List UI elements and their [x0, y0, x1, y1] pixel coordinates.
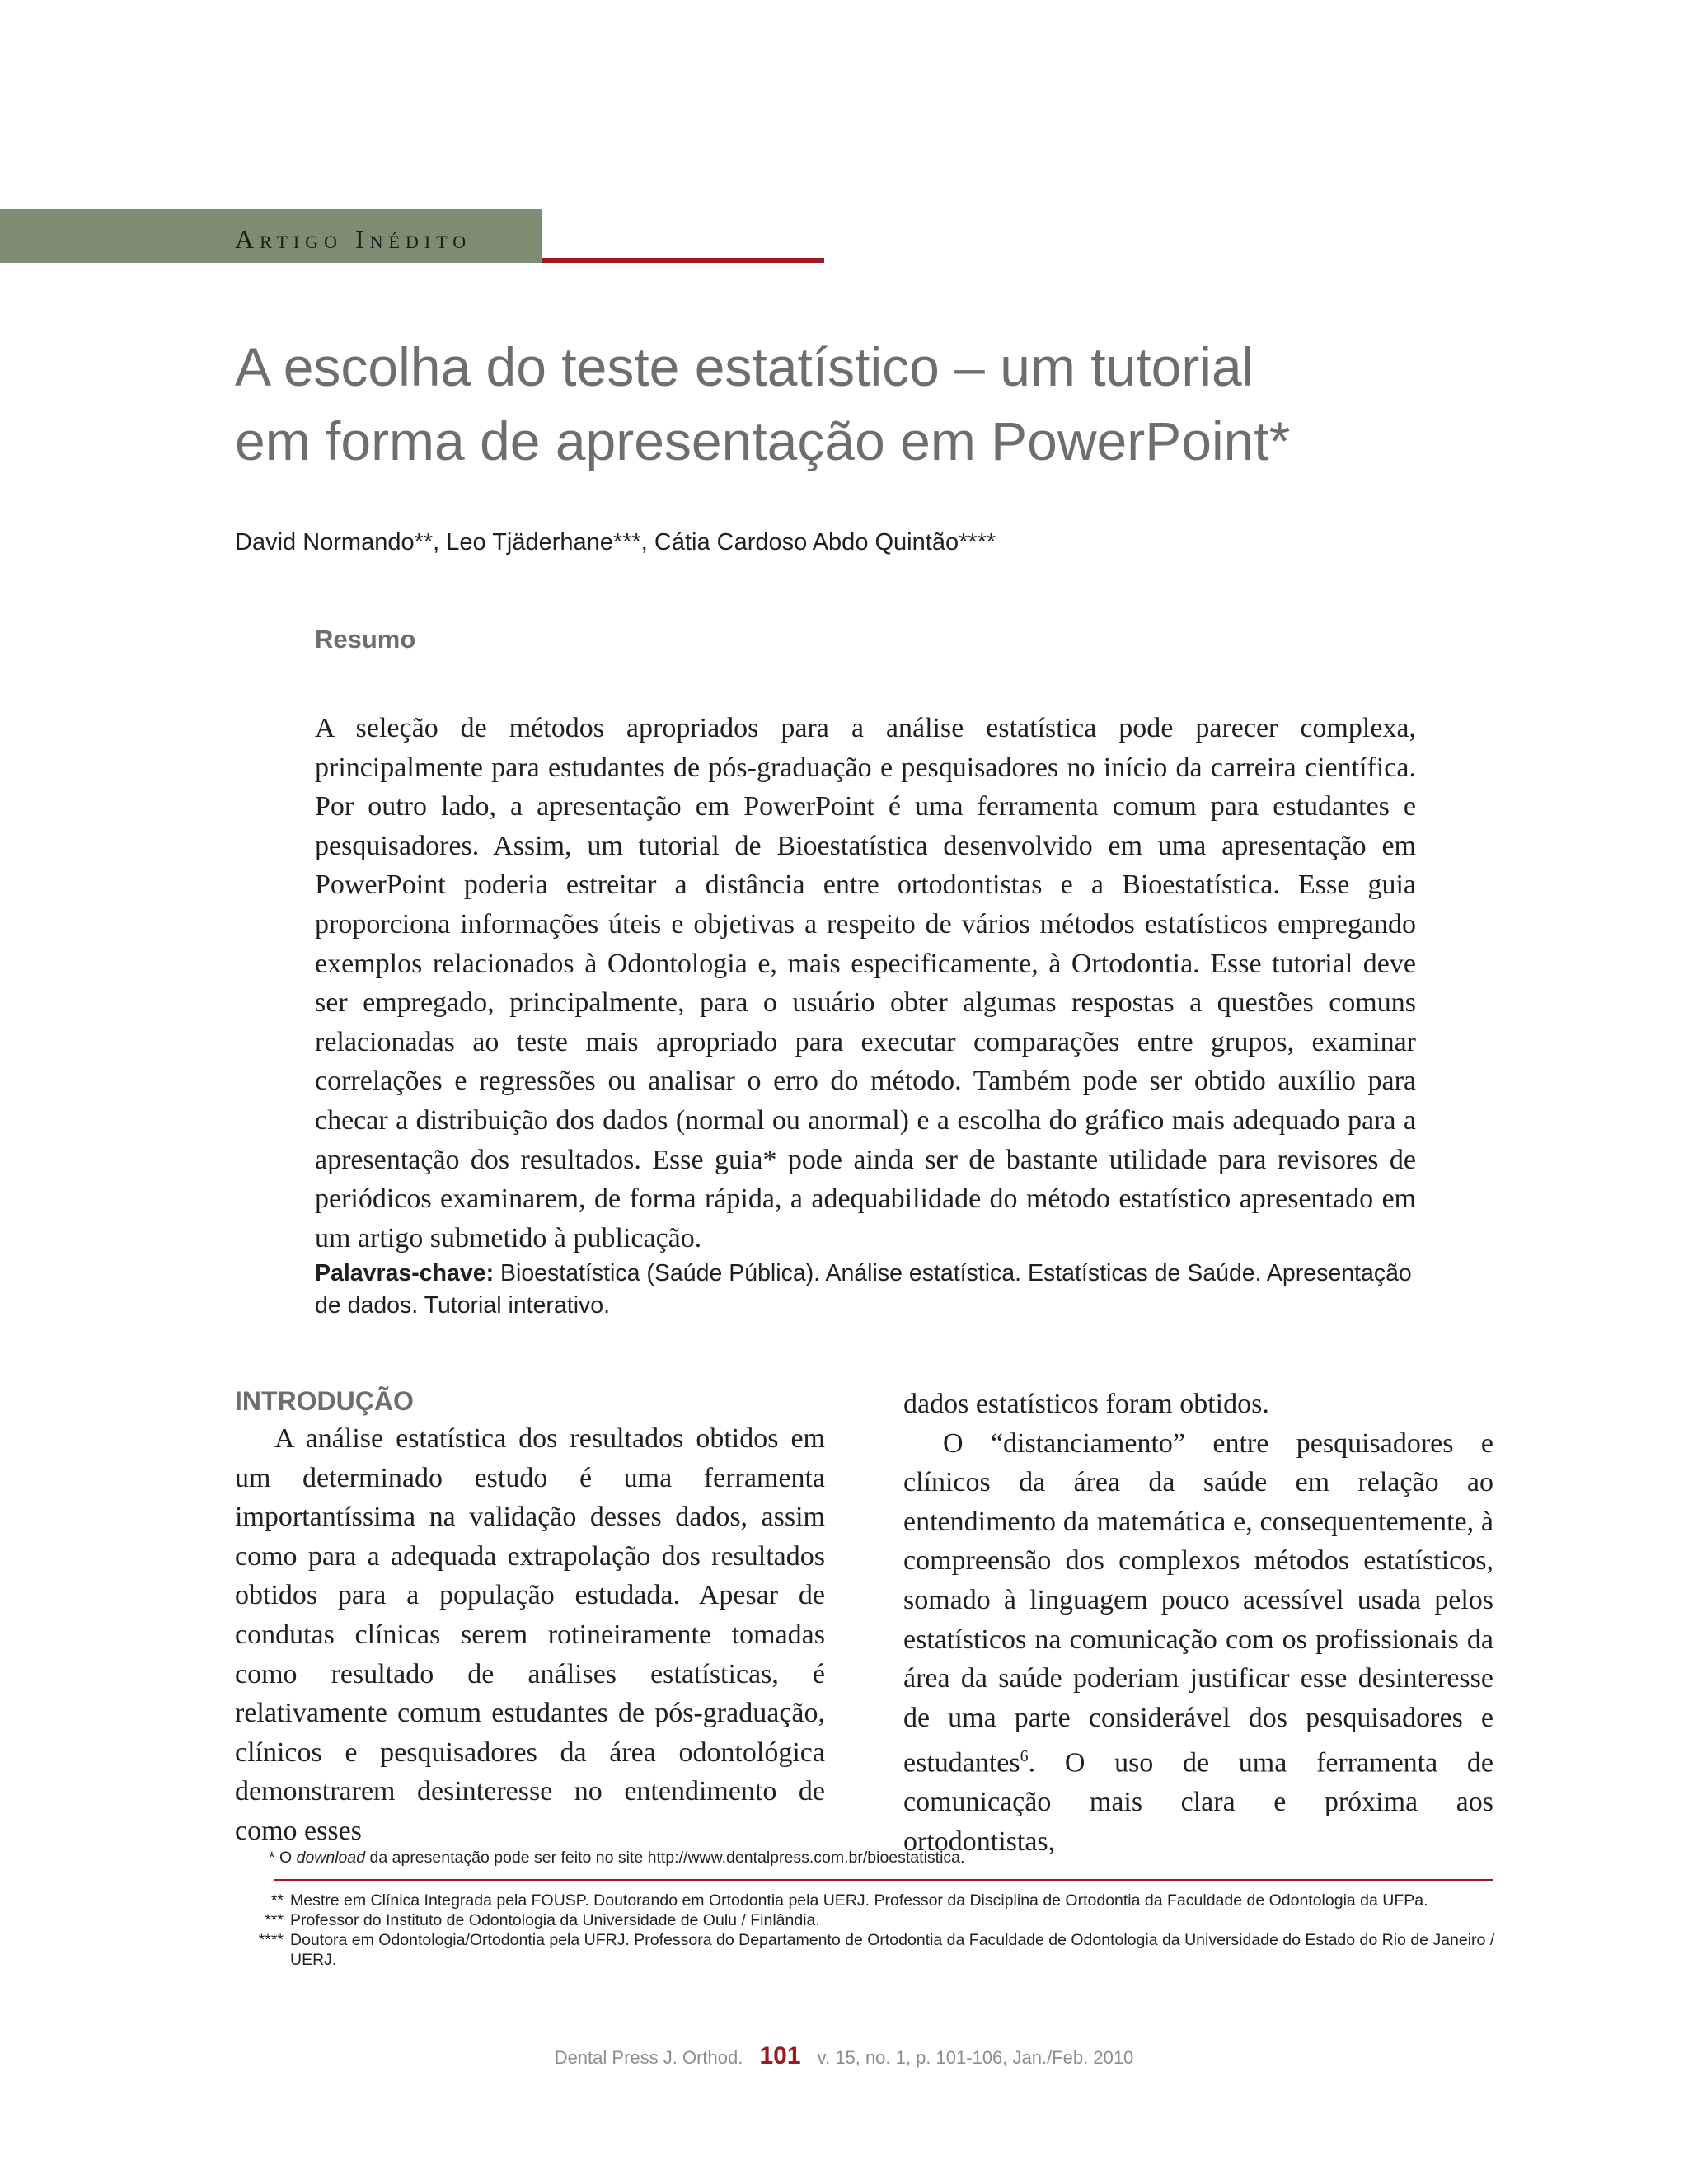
footnote-text-post: da apresentação pode ser feito no site http://www.dentalpress.com.br/bioestatistica.: [369, 1849, 965, 1867]
footnote-author-2: [244, 1910, 1497, 1930]
journal-name: Dental Press J. Orthod.: [554, 2047, 743, 2068]
keywords-text: Bioestatística (Saúde Pública). Análise estatística. Estatísticas de Saúde. Apresentação de dados. Tutorial interativo.: [315, 1260, 1412, 1319]
reference-superscript: 6: [1020, 1747, 1029, 1766]
footnote-text: Mestre em Clínica Integrada pela FOUSP. Doutorando em Ortodontia pela UERJ. Professor da Disciplina de Ortodontia da Faculdade de Odontologia da UFPa.: [290, 1891, 1428, 1910]
author-list: David Normando**, Leo Tjäderhane***, Cátia Cardoso Abdo Quintão****: [235, 529, 996, 555]
footnote-mark: **: [270, 1891, 284, 1910]
intro-heading: INTRODUÇÃO: [235, 1386, 414, 1416]
article-title: [235, 330, 1455, 478]
intro-right-text-a: O “distanciamento” entre pesquisadores e clínicos da área da saúde em relação ao entendimento da matemática e, consequentemente, à compreensão dos complexos métodos estatísticos, somado à linguagem pouco acessível usada pelos estatísticos na comunicação com os profissionais da área da saúde poderiam justificar esse desinteresse de uma parte considerável dos pesquisadores e estudantes: [903, 1427, 1493, 1779]
abstract-heading: Resumo: [315, 625, 416, 654]
citation: v. 15, no. 1, p. 101-106, Jan./Feb. 2010: [817, 2047, 1134, 2068]
title-line-2: em forma de apresentação em PowerPoint*: [235, 410, 1291, 471]
footnotes: [244, 1848, 1497, 1970]
footnote-text: Professor do Instituto de Odontologia da Universidade de Oulu / Finlândia.: [290, 1911, 820, 1929]
intro-left-paragraph: A análise estatística dos resultados obtidos em um determinado estudo é uma ferramenta importantíssima na validação desses dados, assim como para a adequada extrapolação dos resultados obtidos para a população estudada. Apesar de condutas clínicas serem rotineiramente tomadas como resultado de análises estatísticas, é relativamente comum estudantes de pós-graduação, clínicos e pesquisadores da área odontológica demonstrarem desinteresse no entendimento de como esses: [235, 1423, 825, 1846]
footnote-mark: ****: [258, 1931, 284, 1949]
page-footer: [0, 2042, 1688, 2070]
footnote-download: [244, 1848, 1497, 1868]
footnote-mark: ***: [265, 1911, 284, 1929]
intro-right-paragraph: [903, 1424, 1493, 1862]
intro-right-continuation: dados estatísticos foram obtidos.: [903, 1389, 1269, 1419]
section-rule: [542, 258, 824, 263]
keywords-label: Palavras-chave:: [315, 1260, 495, 1286]
footnote-author-1: [244, 1891, 1497, 1910]
left-column: [235, 1385, 825, 1851]
section-label: Artigo Inédito: [235, 224, 472, 254]
abstract-body: A seleção de métodos apropriados para a análise estatística pode parecer complexa, principalmente para estudantes de pós-graduação e pesquisadores no início da carreira científica. Por outro lado, a apresentação em PowerPoint é uma ferramenta comum para estudantes e pesquisadores. Assim, um tutorial de Bioestatística desenvolvido em uma apresentação em PowerPoint poderia estreitar a distância entre ortodontistas e a Bioestatística. Esse guia proporciona informações úteis e objetivas a respeito de vários métodos estatísticos empregando exemplos relacionados à Odontologia e, mais especificamente, à Ortodontia. Esse tutorial deve ser empregado, principalmente, para o usuário obter algumas respostas a questões comuns relacionadas ao teste mais apropriado para executar comparações entre grupos, examinar correlações e regressões ou analisar o erro do método. Também pode ser obtido auxílio para checar a distribuição dos dados (normal ou anormal) e a escolha do gráfico mais adequado para a apresentação dos resultados. Esse guia* pode ainda ser de bastante utilidade para revisores de periódicos examinarem, de forma rápida, a adequabilidade do método estatístico apresentado em um artigo submetido à publicação.: [315, 713, 1416, 1254]
right-column: [903, 1385, 1493, 1861]
intro-right-text-b: . O uso de uma ferramenta de comunicação mais clara e próxima aos ortodontistas,: [903, 1747, 1493, 1857]
footnote-author-3: [244, 1930, 1497, 1970]
title-line-1: A escolha do teste estatístico – um tutorial: [235, 336, 1254, 397]
footnote-rule: [274, 1879, 1493, 1881]
footnote-italic: download: [296, 1849, 366, 1867]
keywords: [315, 1258, 1419, 1322]
footnote-text: Doutora em Odontologia/Ortodontia pela UFRJ. Professora do Departamento de Ortodontia da Faculdade de Odontologia da Universidade do Estado do Rio de Janeiro / UERJ.: [290, 1931, 1495, 1969]
page-number: 101: [759, 2042, 801, 2069]
footnote-text-pre: O: [279, 1849, 293, 1867]
footnote-mark: *: [269, 1849, 275, 1867]
